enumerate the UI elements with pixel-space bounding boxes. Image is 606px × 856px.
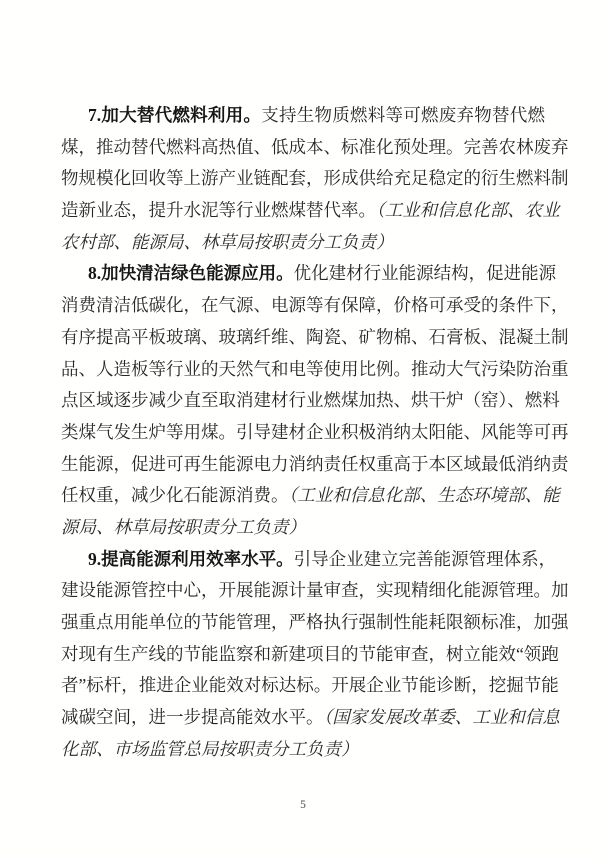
body-text: 优化建材行业能源结构，促进能源	[293, 263, 557, 284]
body-text: 造新业态，提升水泥等行业燃煤替代率。	[61, 200, 376, 221]
text-line	[61, 322, 569, 354]
text-line	[61, 480, 560, 512]
paragraph-item-8-clean-green-energy	[61, 258, 569, 543]
agency-attribution-text: （工业和信息化部、生态环境部、能	[288, 485, 560, 506]
document-text-block	[61, 100, 569, 765]
text-line	[61, 100, 545, 132]
body-text: 物规模化回收等上游产业链配套，形成供给充足稳定的衍生燃料制	[61, 168, 569, 189]
text-line	[61, 670, 559, 702]
body-text: 引导企业建立完善能源管理体系，	[293, 548, 557, 569]
text-line	[61, 449, 569, 481]
body-text: 类煤气发生炉等用煤。引导建材企业积极消纳太阳能、风能等可再	[61, 421, 569, 442]
body-text: 强重点用能单位的节能管理，严格执行强制性能耗限额标准，加强	[61, 612, 569, 632]
body-text: 煤，推动替代燃料高热值、低成本、标准化预处理。完善农林废弃	[61, 136, 569, 157]
text-line	[61, 607, 569, 639]
body-text: 有序提高平板玻璃、玻璃纤维、陶瓷、矿物棉、石膏板、混凝土制	[61, 326, 569, 347]
agency-attribution-text: （工业和信息化部、农业	[376, 200, 560, 221]
text-line	[61, 354, 569, 386]
text-line	[61, 639, 559, 671]
body-text: 点区域逐步减少直至取消建材行业燃煤加热、烘干炉（窑）、燃料	[61, 390, 560, 411]
body-text: 建设能源管控中心，开展能源计量审查，实现精细化能源管理。加	[61, 580, 569, 601]
text-line	[61, 227, 545, 259]
text-line	[61, 544, 557, 576]
body-text: 减碳空间，进一步提高能效水平。	[61, 707, 324, 728]
body-text: 对现有生产线的节能监察和新建项目的节能审查，树立能效“领跑	[61, 643, 559, 664]
paragraph-item-7-alternative-fuels	[61, 100, 569, 258]
page-number: 5	[300, 799, 306, 811]
text-line	[61, 512, 545, 544]
body-text: 者”标杆，推进企业能效对标达标。开展企业节能诊断，挖掘节能	[61, 675, 559, 696]
heading-text: 9.提高能源利用效率水平。	[88, 548, 294, 569]
text-line	[61, 163, 569, 195]
agency-attribution-text: 源局、林草局按职责分工负责）	[61, 516, 306, 537]
body-text: 消费清洁低碳化，在气源、电源等有保障，价格可承受的条件下，	[61, 295, 569, 316]
text-line	[61, 702, 560, 734]
agency-attribution-text: 农村部、能源局、林草局按职责分工负责）	[61, 231, 394, 252]
agency-attribution-text: （国家发展改革委、工业和信息	[323, 707, 560, 728]
body-text: 支持生物质燃料等可燃废弃物替代燃	[261, 105, 546, 125]
agency-attribution-text: 化部、市场监管总局按职责分工负责）	[61, 738, 359, 759]
body-text: 任权重，减少化石能源消费。	[61, 485, 289, 506]
heading-text: 7.加大替代燃料利用。	[88, 105, 262, 125]
text-line	[61, 132, 569, 164]
text-line	[61, 417, 569, 449]
heading-text: 8.加快清洁绿色能源应用。	[88, 263, 294, 284]
text-line	[61, 575, 569, 607]
text-line	[61, 258, 557, 290]
text-line	[61, 195, 560, 227]
text-line	[61, 734, 545, 766]
text-line	[61, 290, 569, 322]
text-line	[61, 385, 560, 417]
body-text: 品、人造板等行业的天然气和电等使用比例。推动大气污染防治重	[61, 358, 569, 379]
paragraph-item-9-energy-efficiency	[61, 544, 569, 766]
body-text: 生能源，促进可再生能源电力消纳责任权重高于本区域最低消纳责	[61, 453, 569, 474]
